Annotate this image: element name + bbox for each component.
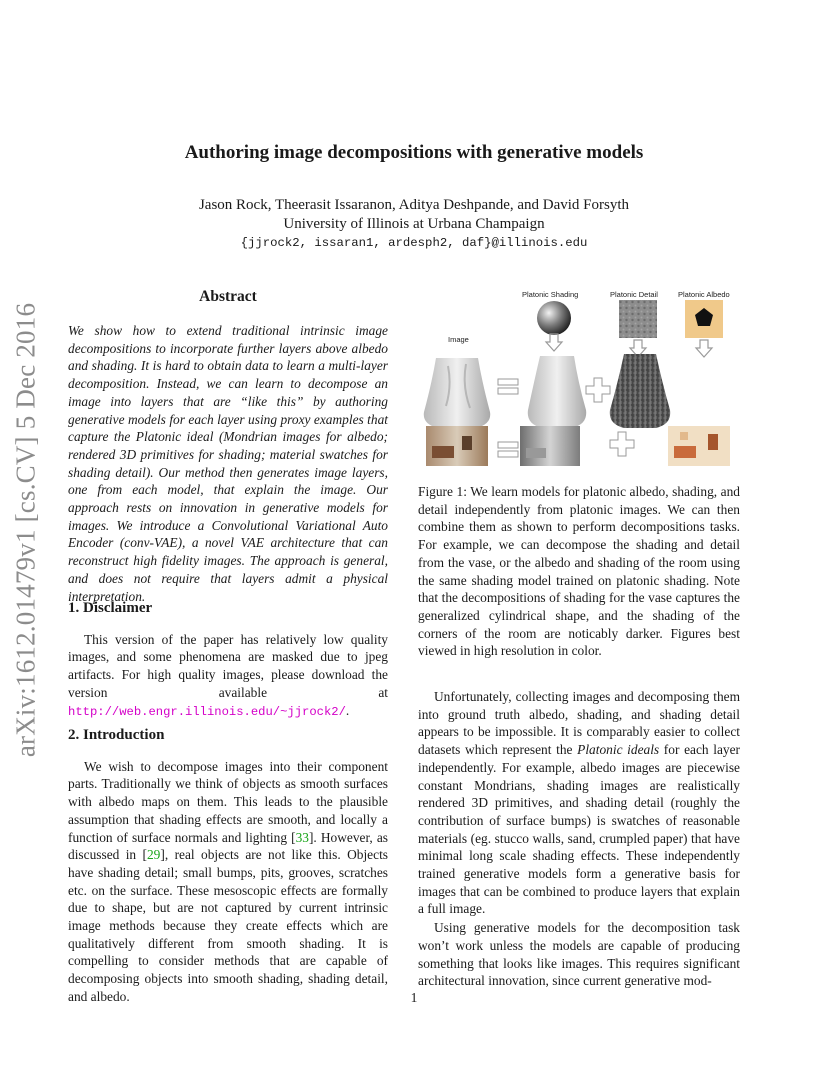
- sphere-shading-image: [537, 301, 571, 335]
- figure-1: [418, 286, 740, 472]
- right-paragraph-1: Unfortunately, collecting images and decomposing them into ground truth albedo, shading, and shading detail appears to be impossible. It is comparably easier to collect datasets which represent the Platonic ideals for each layer independently. For example, albedo images are piecewise constant Mondrians, shading images are realistically rendered 3D primitives, and shading detail (roughly the contribution of surface bumps) is swatches of reasonable materials (eg. stucco walls, sand, crumpled paper) that have minimal long scale shading effects. These independently trained generative models form a generative basis for images that can be combined to produce layers that explain a full image.: [418, 689, 740, 917]
- disclaimer-paragraph: This version of the paper has relatively low quality images, and some phenomena are masked due to jpeg artifacts. For high quality images, please download the version available at http://web.engr.illinois.edu/~jjrock2/.: [68, 631, 388, 719]
- arxiv-stamp: [6, 290, 46, 770]
- citation-link[interactable]: 33: [295, 829, 309, 845]
- figure-1-graphic: [418, 286, 740, 472]
- label-platonic-detail: Platonic Detail: [610, 290, 658, 299]
- introduction-section: [68, 727, 388, 1006]
- introduction-heading: 2. Introduction: [68, 727, 165, 743]
- arxiv-id: arXiv:1612.01479v1 [cs.CV] 5 Dec 2016: [10, 302, 41, 758]
- download-link[interactable]: http://web.engr.illinois.edu/~jjrock2/: [68, 704, 346, 719]
- disclaimer-section: [68, 600, 388, 721]
- page-number: 1: [410, 990, 418, 1005]
- citation-link[interactable]: 29: [146, 847, 161, 863]
- label-platonic-albedo: Platonic Albedo: [678, 290, 730, 299]
- abstract-heading: Abstract: [199, 288, 257, 305]
- right-column-text: [418, 688, 740, 990]
- label-image: Image: [448, 335, 469, 344]
- affiliation: University of Illinois at Urbana Champaign: [283, 216, 545, 232]
- author-emails: {jjrock2, issaran1, ardesph2, daf}@illinois.edu: [240, 236, 588, 250]
- disclaimer-heading: 1. Disclaimer: [68, 600, 153, 616]
- right-paragraph-2: Using generative models for the decomposition task won’t work unless the models are capable of producing something that looks like images. This requires significant architectural innovation, since current generative mod-: [418, 920, 740, 989]
- figure-1-caption: Figure 1: We learn models for platonic albedo, shading, and detail independently from platonic images. We can then combine them as shown to perform decompositions tasks. For example, we can decompose the shading and detail from the vase, or the albedo and shading of the room using the same shading model trained on platonic shading. Note that the decompositions of shading for the vase captures the generalized cylindrical shape, and the shading of the corners of the room are noticably darker. Figures best viewed in high resolution in color.: [418, 484, 740, 659]
- detail-swatch-image: [619, 300, 657, 338]
- label-platonic-shading: Platonic Shading: [522, 290, 579, 299]
- author-block: [0, 196, 828, 234]
- author-names: Jason Rock, Theerasit Issaranon, Aditya Deshpande, and David Forsyth: [198, 197, 630, 213]
- introduction-paragraph: We wish to decompose images into their component parts. Traditionally we think of objects as smooth surfaces with albedo maps on them. This leads to the plausible assumption that shading effects are smooth, and locally a function of surface normals and lighting [33]. However, as discussed in [29], real objects are not like this. Objects have shading detail; small bumps, pits, grooves, scratches etc. on the surface. These mesoscopic effects are formally due to shape, but are not captured by current intrinsic image methods because they create effects which are qualitatively different from smooth shading. It is compelling to consider methods that are capable of decomposing objects into smooth shading, shading detail, and albedo.: [68, 758, 389, 1004]
- paper-title: Authoring image decompositions with generative models: [184, 142, 644, 163]
- abstract-text: We show how to extend traditional intrinsic image decompositions to incorporate further layers above albedo and shading. It is hard to obtain data to learn a multi-layer decomposition. Instead, we can learn to decompose an image into layers that are “like this” by authoring generative models for each layer using proxy examples that capture the Platonic ideal (Mondrian images for albedo; rendered 3D primitives for shading; material swatches for shading detail). Our method then generates image layers, one from each model, that explain the image. Our approach rests on innovation in generative models for images. We introduce a Convolutional Variational Auto Encoder (conv-VAE), a novel VAE architecture that can reconstruct high fidelity images. The approach is general, and does not require that layers admit a physical interpretation.: [68, 323, 388, 604]
